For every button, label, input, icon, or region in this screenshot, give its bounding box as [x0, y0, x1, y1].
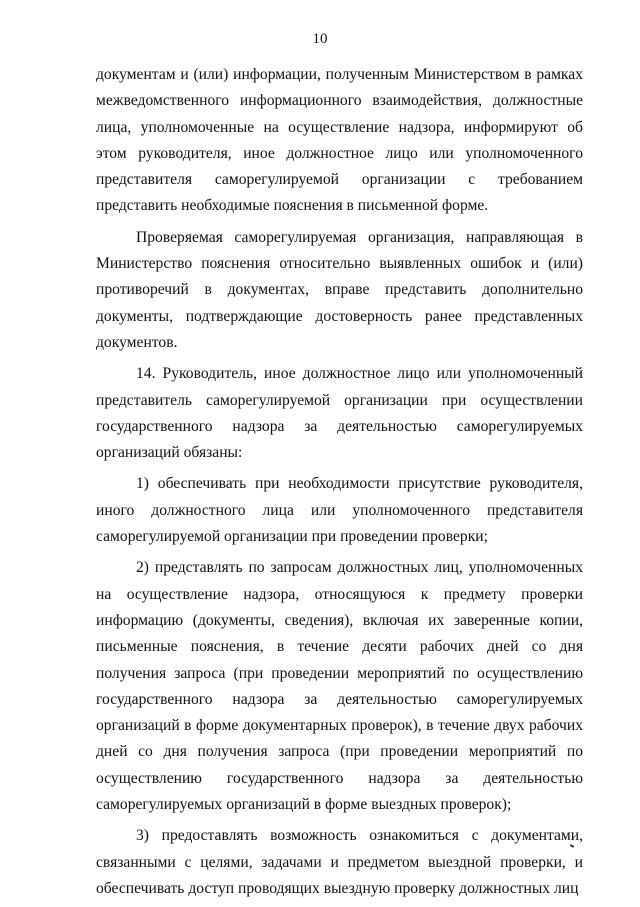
document-body: [96, 62, 583, 907]
paragraph-subitem-2: 2) представлять по запросам должностных лиц, уполномоченных на осуществление надзора, относящуюся к предмету проверки информацию (документы, сведения), включая их заверенные копии, письменные пояснения, в течение десяти рабочих дней со дня получения запроса (при проведении мероприятий по осуществлению государственного надзора за деятельностью саморегулируемых организаций в форме документарных проверок), в течение двух рабочих дней со дня получения запроса (при проведении мероприятий по осуществлению государственного надзора за деятельностью саморегулируемых организаций в форме выездных проверок);: [96, 559, 583, 814]
paragraph-subitem-3: 3) предоставлять возможность ознакомиться с документами, связанными с целями, задачами и предметом выездной проверки, и обеспечивать доступ проводящих выездную проверку должностных лиц: [96, 827, 583, 897]
paragraph-continuation: документам и (или) информации, полученным Министерством в рамках межведомственного информационного взаимодействия, должностные лица, уполномоченные на осуществление надзора, информируют об этом руководителя, иное должностное лицо или уполномоченного представителя саморегулируемой организации с требованием представить необходимые пояснения в письменной форме.: [96, 66, 583, 215]
paragraph-explanations: Проверяемая саморегулируемая организация, направляющая в Министерство пояснения относительно выявленных ошибок и (или) противоречий в документах, вправе представить дополнительно документы, подтверждающие достоверность ранее представленных документов.: [96, 228, 583, 351]
paragraph-item-14: 14. Руководитель, иное должностное лицо или уполномоченный представитель саморегулируемой организации при осуществлении государственного надзора за деятельностью саморегулируемых организаций обязаны:: [96, 365, 583, 462]
paragraph-subitem-1: 1) обеспечивать при необходимости присутствие руководителя, иного должностного лица или уполномоченного представителя саморегулируемой организации при проведении проверки;: [96, 475, 583, 546]
page-number: 10: [312, 31, 328, 47]
